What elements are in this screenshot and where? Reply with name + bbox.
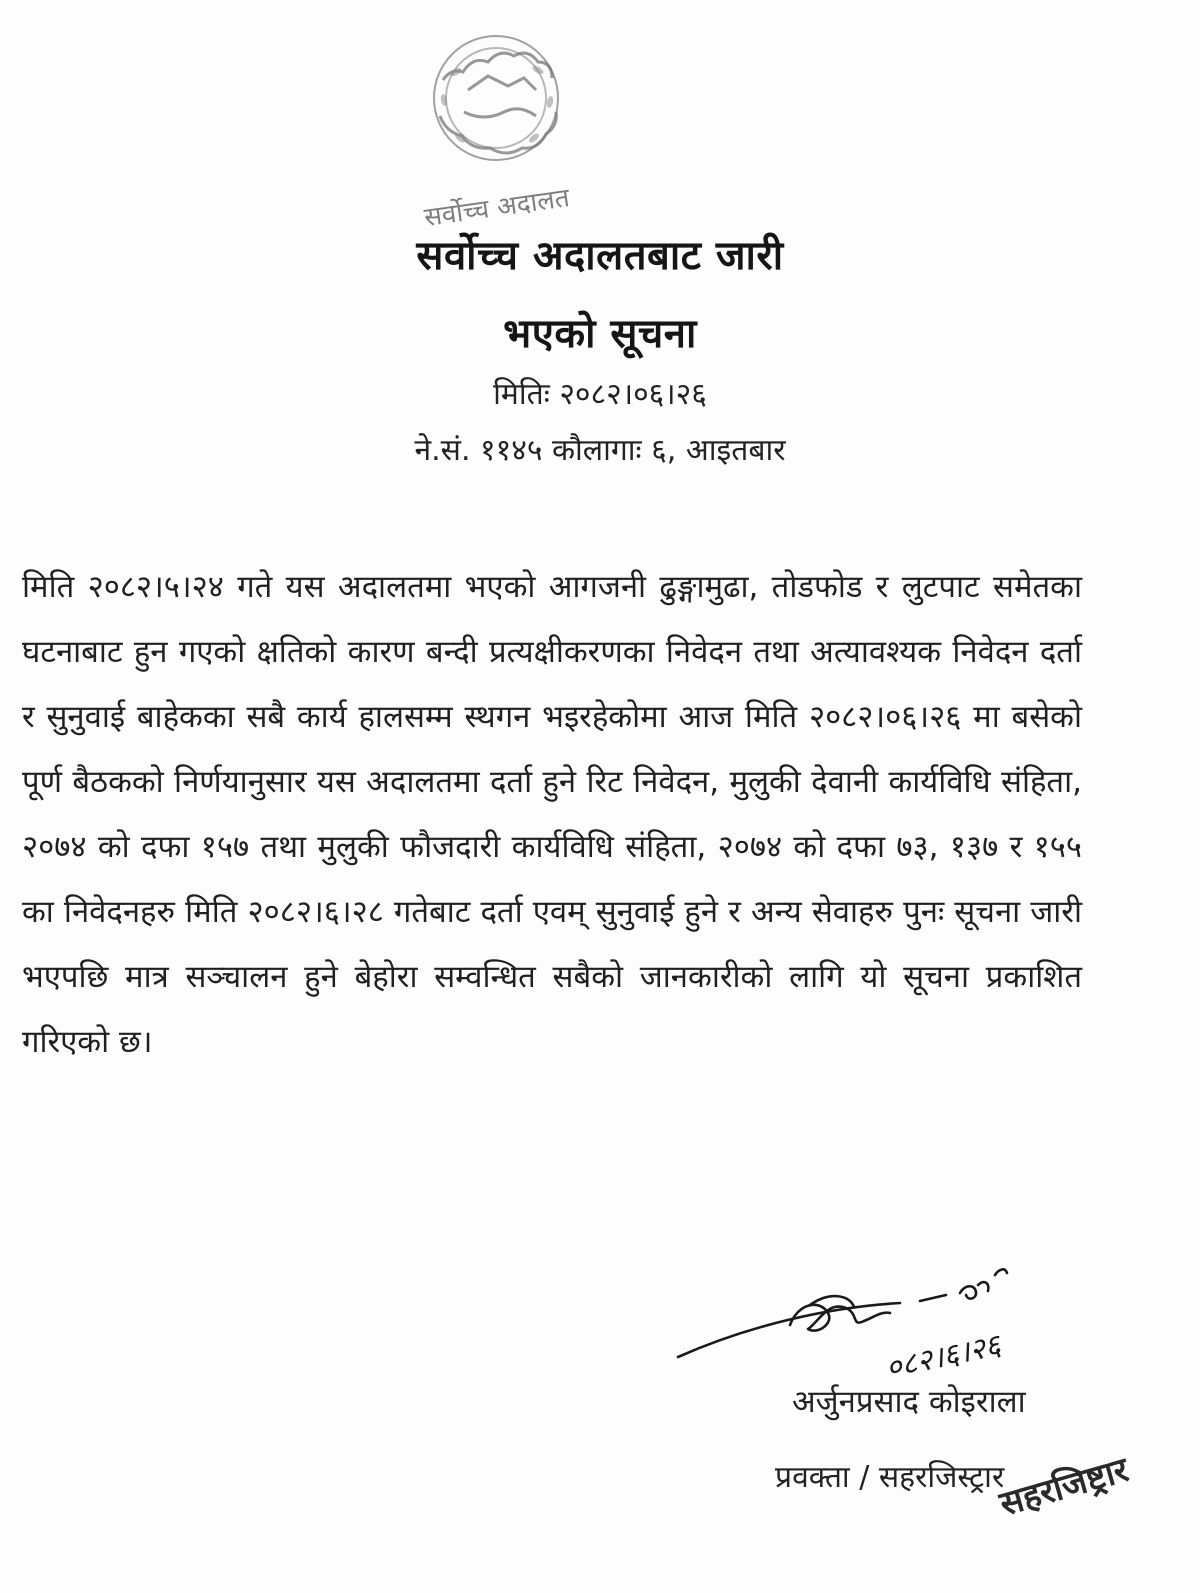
issue-date: मितिः २०८२।०६।२६	[493, 377, 707, 412]
notice-title: सर्वोच्च अदालतबाट जारी	[416, 233, 784, 279]
nepal-sambat-date: ने.सं. ११४५ कौलागाः ६, आइतबार	[414, 433, 786, 468]
notice-subtitle: भएको सूचना	[503, 311, 697, 357]
notice-body: मिति २०८२।५।२४ गते यस अदालतमा भएको आगजनी ढुङ्गामुढा, तोडफोड र लुटपाट समेतका घटनाबाट हुन गएको क्षतिको कारण बन्दी प्रत्यक्षीकरणका निवेदन तथा अत्यावश्यक निवेदन दर्ता र सुनुवाई बाहेकका सबै कार्य हालसम्म स्थगन भइरहेकोमा आज मिति २०८२।०६।२६ मा बसेको पूर्ण बैठकको निर्णयानुसार यस अदालतमा दर्ता हुने रिट निवेदन, मुलुकी देवानी कार्यविधि संहिता, २०७४ को दफा १५७ तथा मुलुकी फौजदारी कार्यविधि संहिता, २०७४ को दफा ७३, १३७ र १५५ का निवेदनहरु मिति २०८२।६।२८ गतेबाट दर्ता एवम् सुनुवाई हुने र अन्य सेवाहरु पुनः सूचना जारी भएपछि मात्र सञ्चालन हुने बेहोरा सम्वन्धित सबैको जानकारीको लागि यो सूचना प्रकाशित गरिएको छ।	[22, 569, 1082, 1060]
supreme-court-seal-icon	[398, 20, 638, 235]
handwritten-signature	[660, 1245, 1080, 1390]
registrar-stamp	[955, 1420, 1175, 1540]
stamp-text: सहरजिष्ट्रार	[995, 1449, 1133, 1525]
signature-date: ०८२।६।२६	[882, 1327, 1004, 1387]
seal-label: सर्वोच्च अदालत	[422, 183, 572, 234]
signer-name: अर्जुनप्रसाद कोइराला	[792, 1384, 1026, 1420]
signer-title: प्रवक्ता / सहरजिस्ट्रार	[775, 1460, 1005, 1495]
